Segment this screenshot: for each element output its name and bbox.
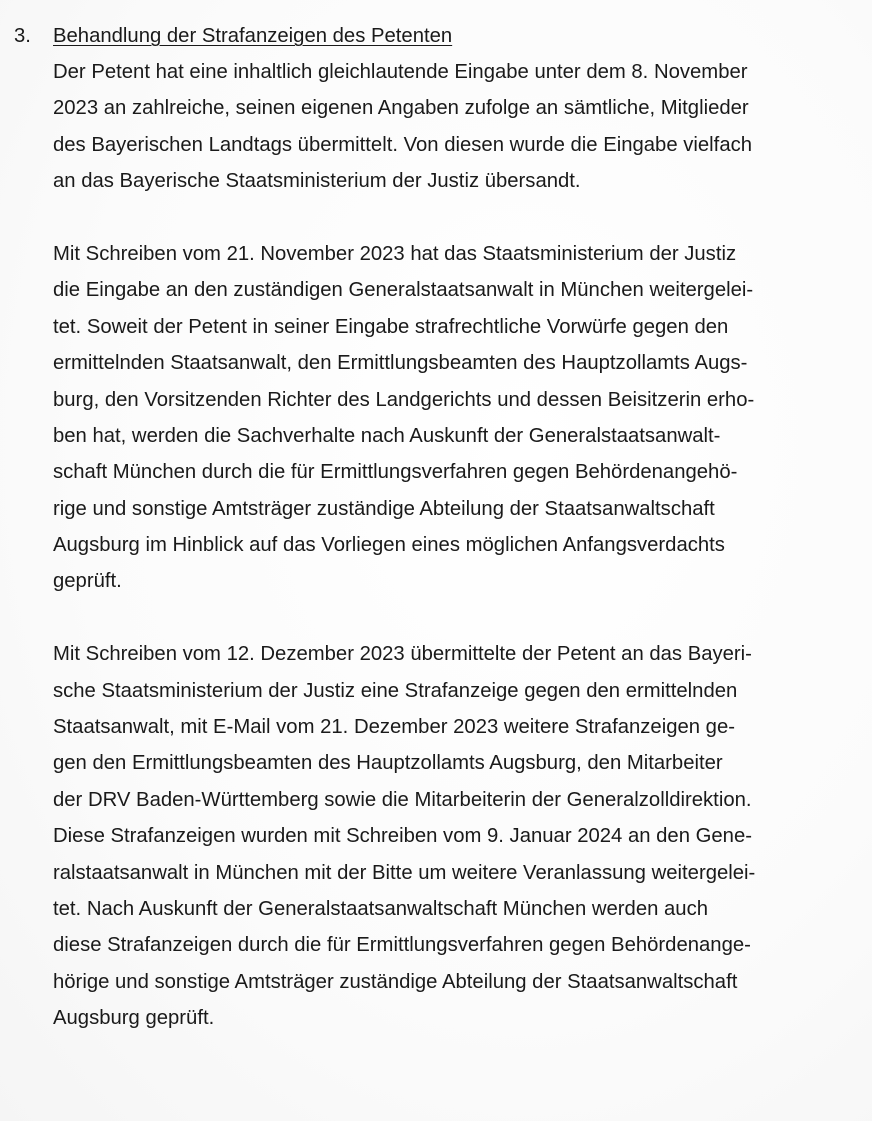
text-line: tet. Nach Auskunft der Generalstaatsanwaltschaft München werden auch: [53, 897, 709, 920]
paragraph-1: [53, 54, 853, 200]
paragraph-3: [53, 636, 853, 1036]
text-line: die Eingabe an den zuständigen Generalstaatsanwalt in München weitergelei-: [53, 279, 754, 302]
text-line: 2023 an zahlreiche, seinen eigenen Angaben zufolge an sämtliche, Mitglieder: [53, 97, 749, 120]
section-heading: [0, 18, 872, 54]
paragraph-spacer: [0, 200, 872, 236]
text-line: gen den Ermittlungsbeamten des Hauptzollamts Augsburg, den Mitarbeiter: [53, 752, 723, 775]
text-line: diese Strafanzeigen durch die für Ermittlungsverfahren gegen Behördenange-: [53, 934, 751, 957]
section-title: Behandlung der Strafanzeigen des Petenten: [53, 25, 453, 47]
text-line: Mit Schreiben vom 12. Dezember 2023 übermittelte der Petent an das Bayeri-: [53, 643, 752, 666]
section-3: [0, 18, 872, 1037]
section-number: 3.: [14, 25, 31, 47]
text-line: an das Bayerische Staatsministerium der Justiz übersandt.: [53, 170, 581, 193]
text-line: der DRV Baden-Württemberg sowie die Mitarbeiterin der Generalzolldirektion.: [53, 788, 752, 811]
paragraph-spacer: [0, 600, 872, 636]
text-line: rige und sonstige Amtsträger zuständige Abteilung der Staatsanwaltschaft: [53, 497, 715, 520]
text-line: Staatsanwalt, mit E-Mail vom 21. Dezember 2023 weitere Strafanzeigen ge-: [53, 716, 735, 739]
text-line: des Bayerischen Landtags übermittelt. Von diesen wurde die Eingabe vielfach: [53, 133, 753, 156]
text-line: burg, den Vorsitzenden Richter des Landgerichts und dessen Beisitzerin erho-: [53, 388, 755, 411]
text-line: Diese Strafanzeigen wurden mit Schreiben vom 9. Januar 2024 an den Gene-: [53, 825, 752, 848]
text-line: ermittelnden Staatsanwalt, den Ermittlungsbeamten des Hauptzollamts Augs-: [53, 352, 748, 375]
text-line: sche Staatsministerium der Justiz eine Strafanzeige gegen den ermittelnden: [53, 679, 738, 702]
text-line: Augsburg im Hinblick auf das Vorliegen eines möglichen Anfangsverdachts: [53, 534, 725, 557]
text-line: schaft München durch die für Ermittlungsverfahren gegen Behördenangehö-: [53, 461, 738, 484]
text-line: ben hat, werden die Sachverhalte nach Auskunft der Generalstaatsanwalt-: [53, 424, 721, 447]
paragraph-2: [53, 236, 853, 600]
text-line: Der Petent hat eine inhaltlich gleichlautende Eingabe unter dem 8. November: [53, 61, 748, 83]
text-line: ralstaatsanwalt in München mit der Bitte um weitere Veranlassung weitergelei-: [53, 861, 756, 884]
text-line: geprüft.: [53, 570, 122, 593]
text-line: Augsburg geprüft.: [53, 1007, 215, 1030]
text-line: Mit Schreiben vom 21. November 2023 hat das Staatsministerium der Justiz: [53, 242, 737, 265]
text-line: tet. Soweit der Petent in seiner Eingabe strafrechtliche Vorwürfe gegen den: [53, 315, 729, 338]
text-line: hörige und sonstige Amtsträger zuständige Abteilung der Staatsanwaltschaft: [53, 970, 738, 993]
